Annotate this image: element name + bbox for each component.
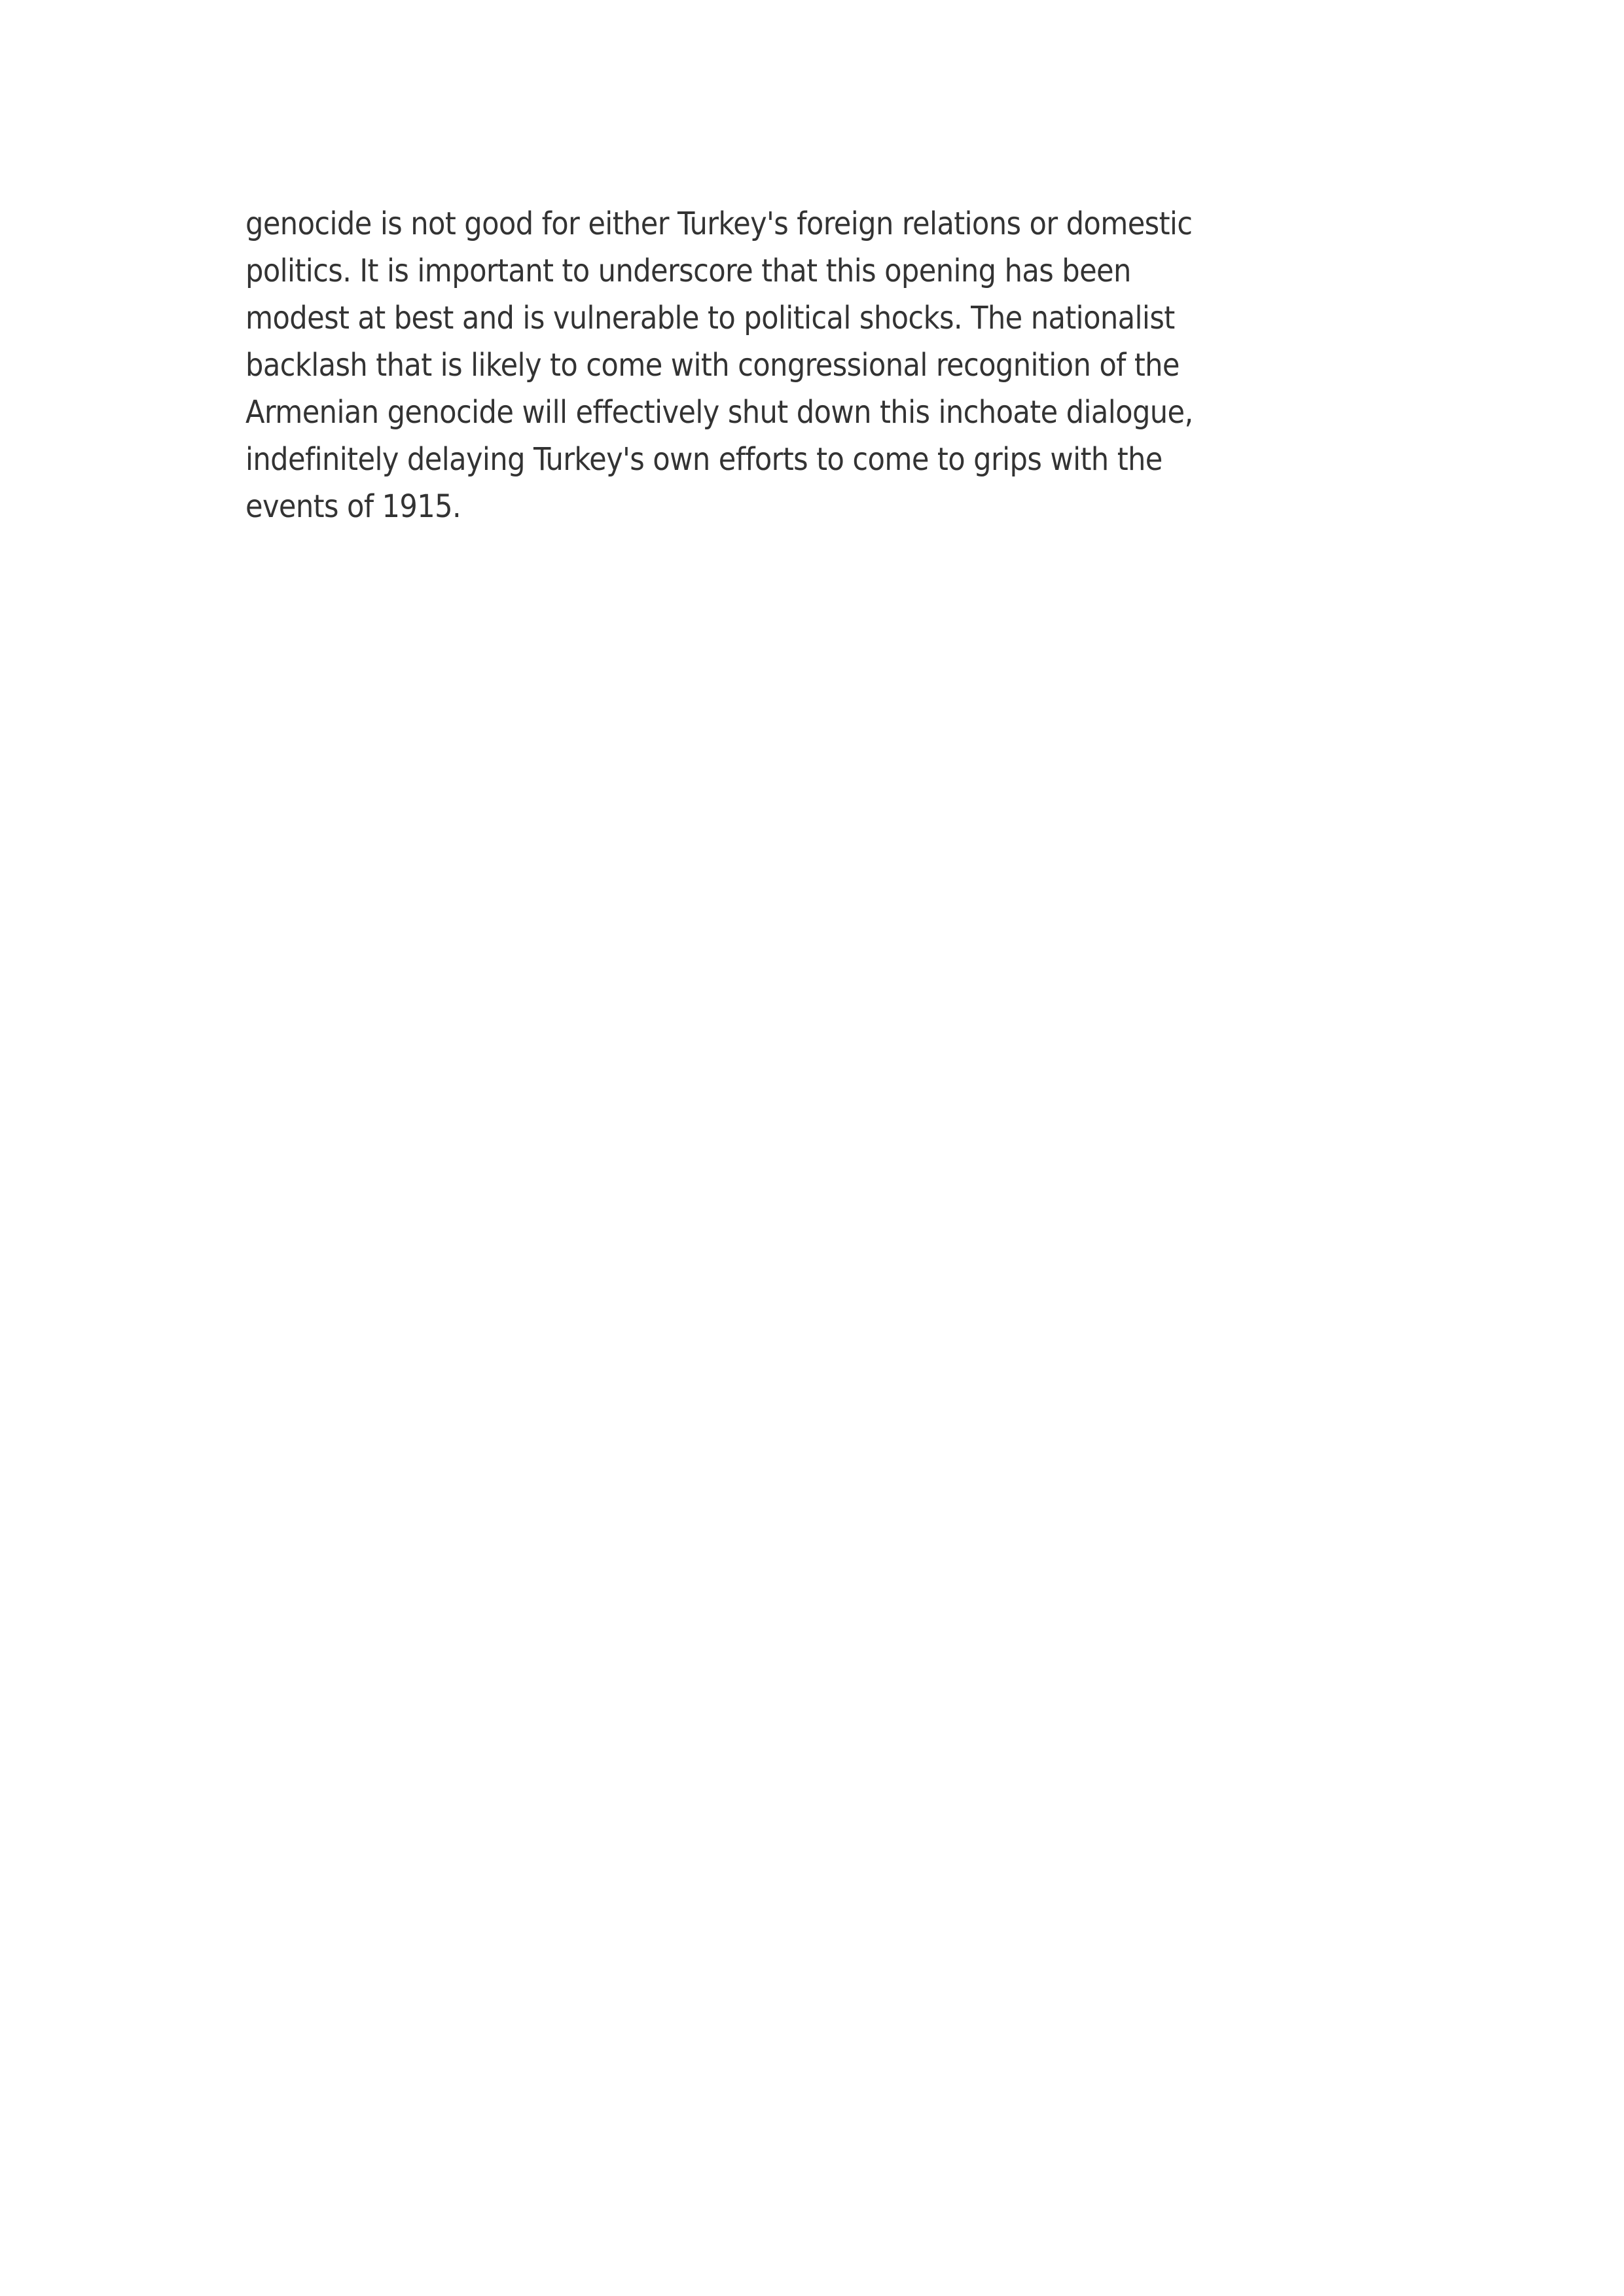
paragraph-line: backlash that is likely to come with congressional recognition of the (245, 347, 1180, 384)
paragraph-line: indefinitely delaying Turkey's own efforts to come to grips with the (245, 441, 1163, 478)
paragraph-line: politics. It is important to underscore that this opening has been (245, 253, 1131, 289)
paragraph-line: events of 1915. (245, 488, 461, 525)
paragraph-line: Armenian genocide will effectively shut down this inchoate dialogue, (245, 394, 1193, 431)
body-paragraph (245, 200, 1398, 530)
paragraph-line: genocide is not good for either Turkey's foreign relations or domestic (245, 206, 1193, 242)
paragraph-line: modest at best and is vulnerable to political shocks. The nationalist (245, 300, 1175, 336)
